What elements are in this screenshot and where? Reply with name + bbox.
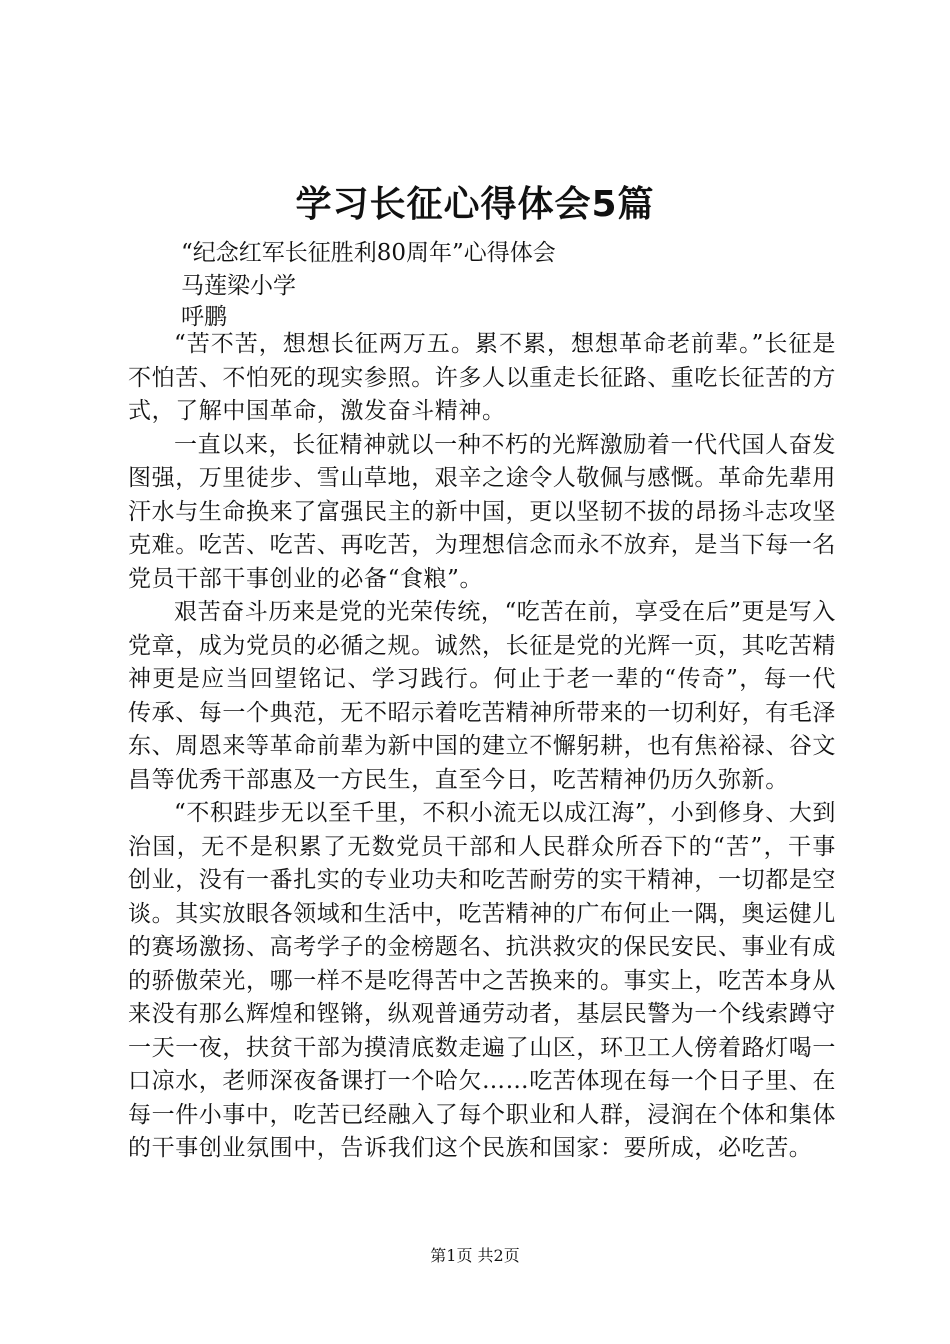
page-footer: 第1页 共2页 <box>430 1246 520 1265</box>
paragraph-3: 艰苦奋斗历来是党的光荣传统，“吃苦在前，享受在后”更是写入党章，成为党员的必循之规。诚然，长征是党的光辉一页，其吃苦精神更是应当回望铭记、学习践行。何止于老一辈的“传奇”，每一代传承、每一个典范，无不昭示着吃苦精神所带来的一切利好，有毛泽东、周恩来等革命前辈为新中国的建立不懈躬耕，也有焦裕禄、谷文昌等优秀干部惠及一方民生，直至今日，吃苦精神仍历久弥新。 <box>128 599 836 793</box>
paragraph-4: “不积跬步无以至千里，不积小流无以成江海”，小到修身、大到治国，无不是积累了无数党员干部和人民群众所吞下的“苦”，干事创业，没有一番扎实的专业功夫和吃苦耐劳的实干精神，一切都是空谈。其实放眼各领域和生活中，吃苦精神的广布何止一隅，奥运健儿的赛场激扬、高考学子的金榜题名、抗洪救灾的保民安民、事业有成的骄傲荣光，哪一样不是吃得苦中之苦换来的。事实上，吃苦本身从来没有那么辉煌和铿锵，纵观普通劳动者，基层民警为一个线索蹲守一天一夜，扶贫干部为摸清底数走遍了山区，环卫工人傍着路灯喝一口凉水，老师深夜备课打一个哈欠……吃苦体现在每一个日子里、在每一件小事中，吃苦已经融入了每个职业和人群，浸润在个体和集体的干事创业氛围中，告诉我们这个民族和国家：要所成，必吃苦。 <box>128 800 836 1161</box>
author-name: 呼鹏 <box>181 304 227 330</box>
document-body <box>128 328 836 1166</box>
document-subtitle: “纪念红军长征胜利80周年”心得体会 <box>181 240 556 266</box>
school-name: 马莲梁小学 <box>181 273 296 299</box>
document-title: 学习长征心得体会5篇 <box>295 184 655 225</box>
paragraph-2: 一直以来，长征精神就以一种不朽的光辉激励着一代代国人奋发图强，万里徒步、雪山草地，艰辛之途令人敬佩与感慨。革命先辈用汗水与生命换来了富强民主的新中国，更以坚韧不拔的昂扬斗志攻坚克难。吃苦、吃苦、再吃苦，为理想信念而永不放弃，是当下每一名党员干部干事创业的必备“食粮”。 <box>128 431 836 592</box>
paragraph-1: “苦不苦，想想长征两万五。累不累，想想革命老前辈。”长征是不怕苦、不怕死的现实参照。许多人以重走长征路、重吃长征苦的方式，了解中国革命，激发奋斗精神。 <box>128 331 836 424</box>
